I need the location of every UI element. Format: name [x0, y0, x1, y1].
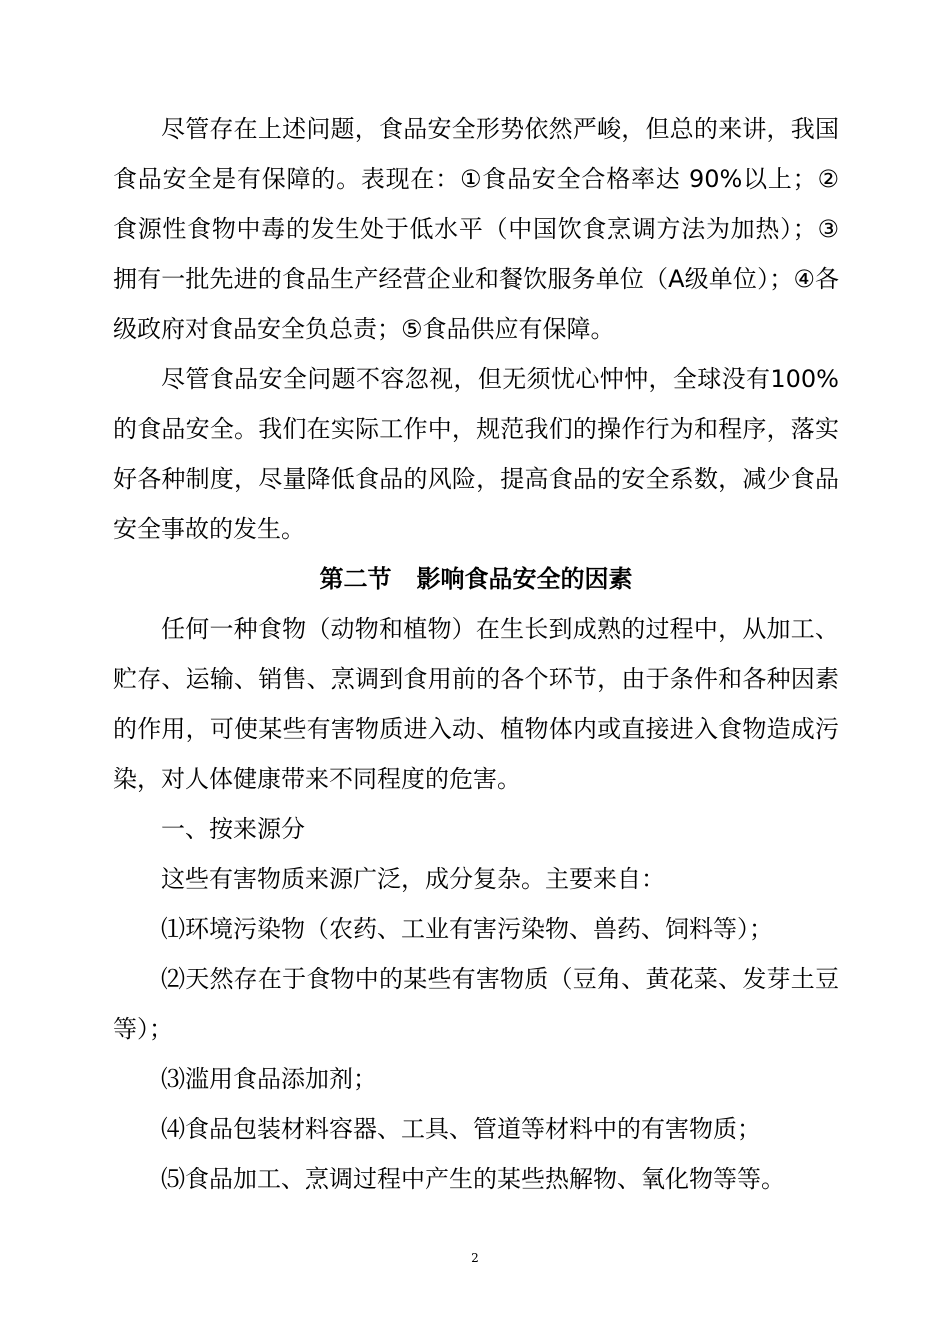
- list-item-source-3: ⑶滥用食品添加剂；: [161, 1065, 377, 1093]
- paragraph-no-absolute-safety: 尽管食品安全问题不容忽视，但无须忧心忡忡，全球没有100%的食品安全。我们在实际工作中，规范我们的操作行为和程序，落实好各种制度，尽量降低食品的风险，提高食品的安全系数，减少食品安全事故的发生。: [113, 365, 839, 543]
- document-body: [113, 104, 839, 1204]
- subsection-title: 一、按来源分: [161, 815, 305, 843]
- list-item-source-5: ⑸食品加工、烹调过程中产生的某些热解物、氧化物等等。: [161, 1165, 785, 1193]
- section-heading: 第二节 影响食品安全的因素: [319, 565, 633, 593]
- list-item-source-1: ⑴环境污染物（农药、工业有害污染物、兽药、饲料等）；: [161, 915, 773, 943]
- paragraph-contamination-intro: 任何一种食物（动物和植物）在生长到成熟的过程中，从加工、贮存、运输、销售、烹调到食用前的各个环节，由于条件和各种因素的作用，可使某些有害物质进入动、植物体内或直接进入食物造成污染，对人体健康带来不同程度的危害。: [113, 615, 839, 793]
- list-item-source-2: ⑵天然存在于食物中的某些有害物质（豆角、黄花菜、发芽土豆等）；: [113, 965, 839, 1043]
- sources-intro: 这些有害物质来源广泛，成分复杂。主要来自：: [161, 865, 665, 893]
- paragraph-food-safety-guarantee: 尽管存在上述问题，食品安全形势依然严峻，但总的来讲，我国食品安全是有保障的。表现在：①食品安全合格率达 90%以上；②食源性食物中毒的发生处于低水平（中国饮食烹调方法为加热）；③拥有一批先进的食品生产经营企业和餐饮服务单位（A级单位）；④各级政府对食品安全负总责；⑤食品供应有保障。: [113, 115, 839, 343]
- page-number: 2: [471, 1251, 479, 1265]
- list-item-source-4: ⑷食品包装材料容器、工具、管道等材料中的有害物质；: [161, 1115, 761, 1143]
